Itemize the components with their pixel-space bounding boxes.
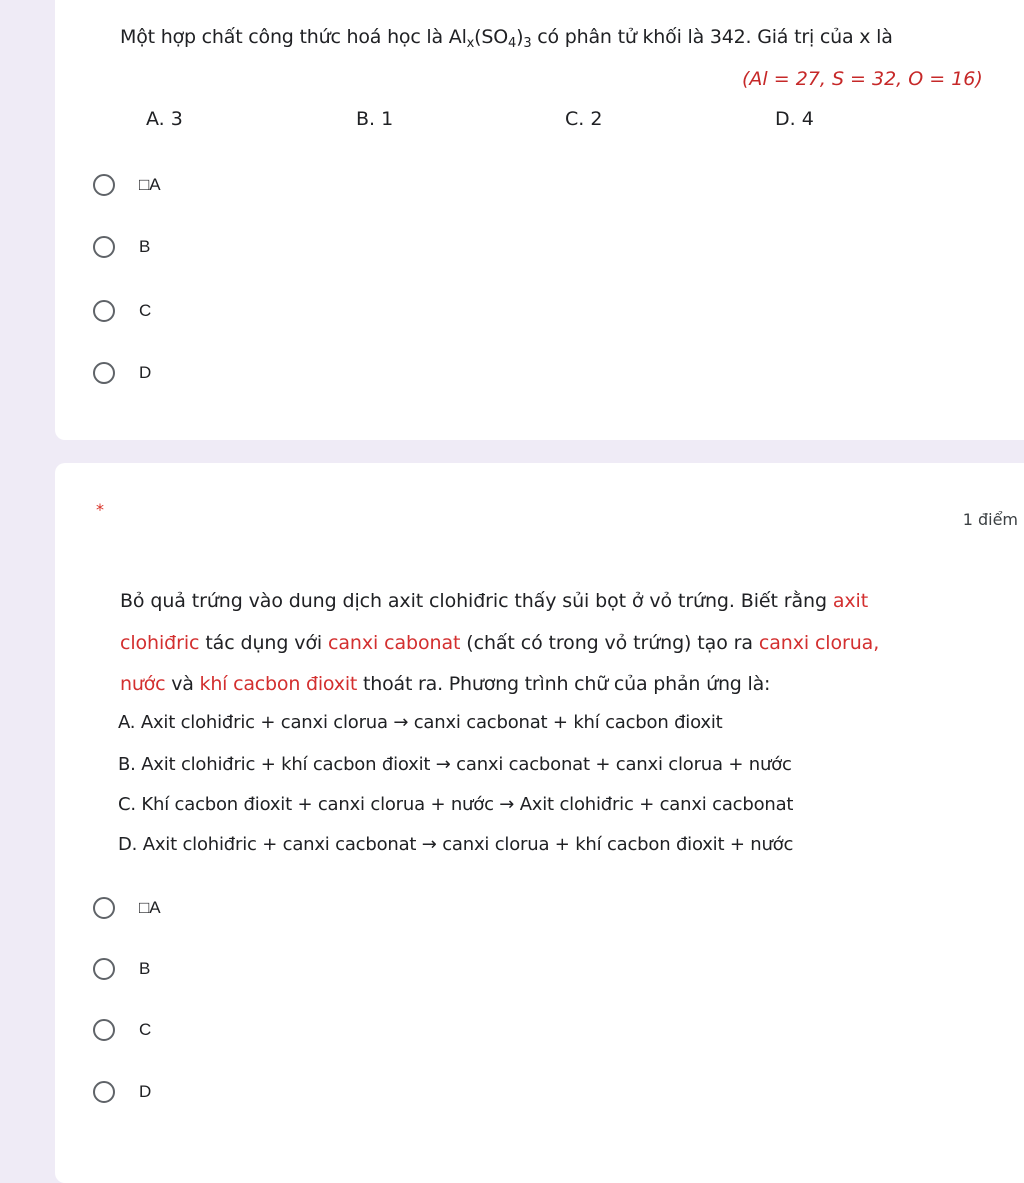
q1-option-c[interactable] [93,296,151,326]
q2-text-line-1 [120,590,868,612]
q1-option-a[interactable] [93,170,161,200]
required-asterisk: * [96,500,104,519]
q2-highlight: nước [120,673,166,695]
q2-option-b[interactable] [93,954,150,984]
q1-choice-d: D. 4 [775,108,814,130]
option-label: C [139,301,152,320]
q2-answer-b: B. Axit clohiđric + khí cacbon đioxit → canxi cacbonat + canxi clorua + nước [118,754,792,775]
q1-option-d[interactable] [93,358,151,388]
q2-answer-d: D. Axit clohiđric + canxi cacbonat → canxi clorua + khí cacbon đioxit + nước [118,834,794,855]
radio-button[interactable] [93,1019,115,1041]
q2-text-line-2 [120,632,879,654]
radio-button[interactable] [93,174,115,196]
q2-option-c[interactable] [93,1015,151,1045]
q2-text-line-3 [120,673,770,695]
q1-atomic-masses: (Al = 27, S = 32, O = 16) [742,68,983,90]
radio-button[interactable] [93,236,115,258]
q2-highlight: axit [832,590,869,612]
question-card-2 [55,463,1024,1183]
option-label: D [139,363,152,382]
q1-sub-3: 3 [523,36,532,51]
q2-text-part: (chất có trong vỏ trứng) tạo ra [460,632,759,654]
radio-button[interactable] [93,958,115,980]
q1-sub-x: x [466,36,475,51]
q2-highlight: canxi cabonat [328,632,461,654]
q2-text-part: và [165,673,200,695]
q1-text [120,26,893,51]
q1-text-part: (SO [474,26,509,48]
radio-button[interactable] [93,1081,115,1103]
radio-button[interactable] [93,897,115,919]
points-label: 1 điểm [962,510,1018,529]
q1-sub-4: 4 [508,36,517,51]
q2-answer-a: A. Axit clohiđric + canxi clorua → canxi cacbonat + khí cacbon đioxit [118,712,723,733]
q2-text-part: tác dụng với [199,632,329,654]
question-card-1 [55,0,1024,440]
option-label: D [139,1082,152,1101]
q1-text-part: có phân tử khối là 342. Giá trị của x là [531,26,893,48]
q1-text-part: ) [516,26,524,48]
radio-button[interactable] [93,300,115,322]
option-label: C [139,1020,152,1039]
option-label: □A [139,898,161,917]
q1-text-part: Một hợp chất công thức hoá học là Al [120,26,467,48]
option-label: B [139,237,151,256]
q2-answer-c: C. Khí cacbon đioxit + canxi clorua + nước → Axit clohiđric + canxi cacbonat [118,794,794,815]
option-label: □A [139,175,161,194]
q2-text-part: Bỏ quả trứng vào dung dịch axit clohiđric thấy sủi bọt ở vỏ trứng. Biết rằng [120,590,833,612]
q1-choice-c: C. 2 [565,108,603,130]
q2-highlight: khí cacbon đioxit [199,673,358,695]
q2-option-a[interactable] [93,893,161,923]
q1-choice-b: B. 1 [356,108,394,130]
q2-highlight: clohiđric [120,632,200,654]
radio-button[interactable] [93,362,115,384]
q1-option-b[interactable] [93,232,150,262]
q2-option-d[interactable] [93,1077,151,1107]
q2-highlight: canxi clorua, [758,632,880,654]
option-label: B [139,959,151,978]
q1-choice-a: A. 3 [146,108,183,130]
q2-text-part: thoát ra. Phương trình chữ của phản ứng là: [357,673,771,695]
